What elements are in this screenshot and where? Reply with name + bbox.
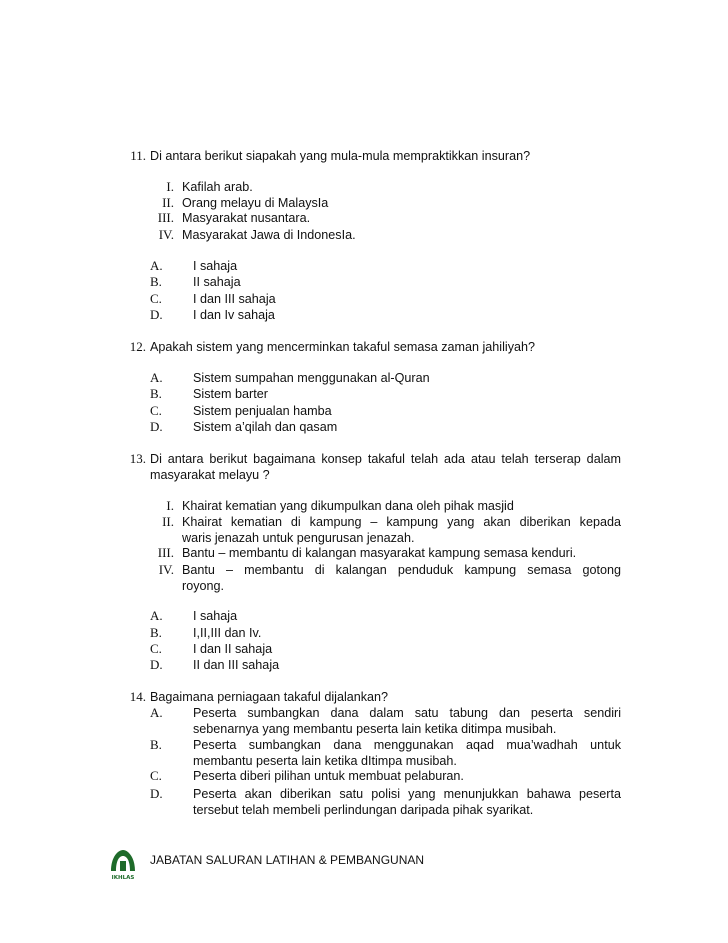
option-letter: C.	[150, 403, 162, 418]
option-text: I dan III sahaja	[193, 292, 276, 306]
option-text: Peserta akan diberikan satu polisi yang menunjukkan bahawa peserta	[193, 787, 621, 801]
option-text: I dan Iv sahaja	[193, 308, 275, 322]
option-letter: D.	[150, 419, 163, 434]
option-letter: A.	[150, 608, 163, 623]
statement-text: Khairat kematian yang dikumpulkan dana oleh pihak masjid	[182, 499, 514, 513]
option-text: Peserta diberi pilihan untuk membuat pelaburan.	[193, 769, 464, 783]
option-text: Sistem barter	[193, 387, 268, 401]
option-text-continued: tersebut telah membeli perlindungan daripada pihak syarikat.	[193, 803, 534, 817]
option-text: II dan III sahaja	[193, 658, 280, 672]
option-text: Sistem a’qilah dan qasam	[193, 420, 338, 434]
statement-text: Bantu – membantu di kalangan penduduk kampung semasa gotong	[182, 563, 621, 577]
option-letter: D.	[150, 786, 163, 801]
statement-numeral: II.	[162, 514, 174, 529]
statement-numeral: II.	[162, 195, 174, 210]
statement-text: Kafilah arab.	[182, 180, 253, 194]
statement-text: Masyarakat Jawa di IndonesIa.	[182, 228, 356, 242]
option-letter: B.	[150, 625, 162, 640]
statement-numeral: I.	[166, 179, 174, 194]
statement-text: Khairat kematian di kampung – kampung yang akan diberikan kepada	[182, 515, 621, 529]
question-number: 11.	[130, 148, 146, 163]
option-letter: D.	[150, 657, 163, 672]
statement-text: Bantu – membantu di kalangan masyarakat kampung semasa kenduri.	[182, 546, 577, 560]
question-text: Di antara berikut siapakah yang mula-mula mempraktikkan insuran?	[150, 149, 531, 163]
statement-numeral: III.	[157, 545, 174, 560]
statement-numeral: IV.	[158, 227, 174, 242]
logo-wordmark: IKHLAS	[111, 875, 135, 881]
option-text: I sahaja	[193, 609, 238, 623]
option-text: Peserta sumbangkan dana menggunakan aqad mua’wadhah untuk	[193, 738, 621, 752]
option-letter: C.	[150, 291, 162, 306]
question-text: Di antara berikut bagaimana konsep takaful telah ada atau telah terserap dalam	[150, 452, 621, 466]
option-text: Sistem sumpahan menggunakan al-Quran	[193, 371, 430, 385]
option-text: I sahaja	[193, 259, 238, 273]
statement-text-continued: waris jenazah untuk pengurusan jenazah.	[182, 531, 415, 545]
statement-text-continued: royong.	[182, 579, 225, 593]
option-text: II sahaja	[193, 275, 241, 289]
footer-department-name: JABATAN SALURAN LATIHAN & PEMBANGUNAN	[150, 853, 425, 867]
question-number: 12.	[129, 339, 146, 354]
statement-text: Orang melayu di MalaysIa	[182, 196, 329, 210]
option-text-continued: sebenarnya yang membantu peserta lain ketika ditimpa musibah.	[193, 722, 557, 736]
option-letter: B.	[150, 386, 162, 401]
option-letter: C.	[150, 641, 162, 656]
question-number: 14.	[129, 689, 146, 704]
statement-numeral: III.	[157, 210, 174, 225]
option-letter: B.	[150, 274, 162, 289]
option-letter: A.	[150, 705, 163, 720]
ikhlas-logo-icon	[108, 847, 138, 881]
option-letter: B.	[150, 737, 162, 752]
statement-text: Masyarakat nusantara.	[182, 211, 311, 225]
question-text: Apakah sistem yang mencerminkan takaful semasa zaman jahiliyah?	[150, 340, 536, 354]
option-letter: C.	[150, 768, 162, 783]
statement-numeral: IV.	[158, 562, 174, 577]
option-letter: D.	[150, 307, 163, 322]
option-text: I,II,III dan Iv.	[193, 626, 262, 640]
option-text: Sistem penjualan hamba	[193, 404, 332, 418]
option-text: Peserta sumbangkan dana dalam satu tabung dan peserta sendiri	[193, 706, 621, 720]
statement-numeral: I.	[166, 498, 174, 513]
option-text: I dan II sahaja	[193, 642, 273, 656]
question-number: 13.	[129, 451, 146, 466]
option-text-continued: membantu peserta lain ketika dItimpa musibah.	[193, 754, 457, 768]
question-text-continued: masyarakat melayu ?	[150, 468, 270, 482]
option-letter: A.	[150, 370, 163, 385]
option-letter: A.	[150, 258, 163, 273]
question-text: Bagaimana perniagaan takaful dijalankan?	[150, 690, 389, 704]
